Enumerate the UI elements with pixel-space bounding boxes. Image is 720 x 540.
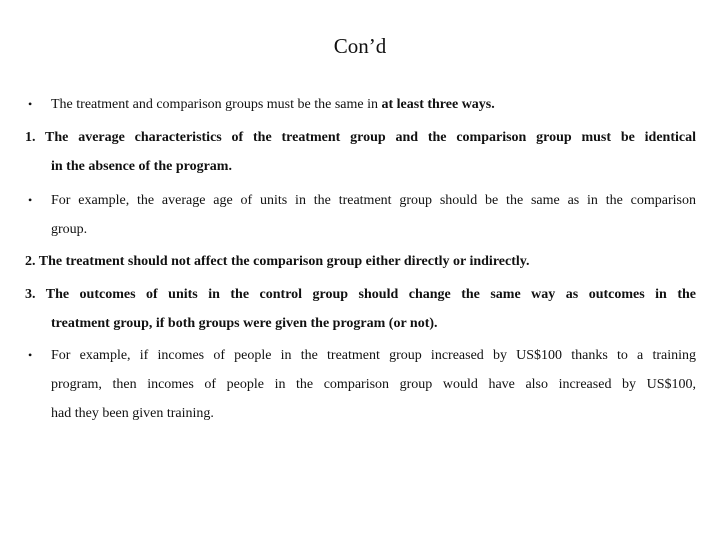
bullet-example-age-line2: group. <box>51 222 88 237</box>
numbered-item-1-line2: in the absence of the program. <box>51 159 232 174</box>
bullet-text-three-ways <box>51 95 495 115</box>
numbered-item-3-line1: 3. The outcomes of units in the control group should change the same way as outcomes in the <box>25 287 696 302</box>
bullet-example-income-line2: program, then incomes of people in the comparison group would have also increased by US$100, <box>51 377 696 392</box>
numbered-item-3-line2: treatment group, if both groups were given the program (or not). <box>51 316 438 331</box>
bullet-text-bold: at least three ways. <box>381 97 495 112</box>
bullet-icon: • <box>28 97 33 111</box>
bullet-icon: • <box>28 193 33 207</box>
bullet-text-regular: The treatment and comparison groups must be the same in <box>51 97 382 112</box>
numbered-item-2: 2. The treatment should not affect the comparison group either directly or indirectly. <box>25 254 530 269</box>
bullet-example-income-line3: had they been given training. <box>51 406 214 421</box>
bullet-icon: • <box>28 348 33 362</box>
bullet-example-income-line1: For example, if incomes of people in the treatment group increased by US$100 thanks to a training <box>51 348 696 363</box>
bullet-example-age-line1: For example, the average age of units in the treatment group should be the same as in the comparison <box>51 193 696 208</box>
numbered-item-1-line1: 1. The average characteristics of the treatment group and the comparison group must be identical <box>25 130 696 145</box>
slide-title: Con’d <box>333 34 387 58</box>
